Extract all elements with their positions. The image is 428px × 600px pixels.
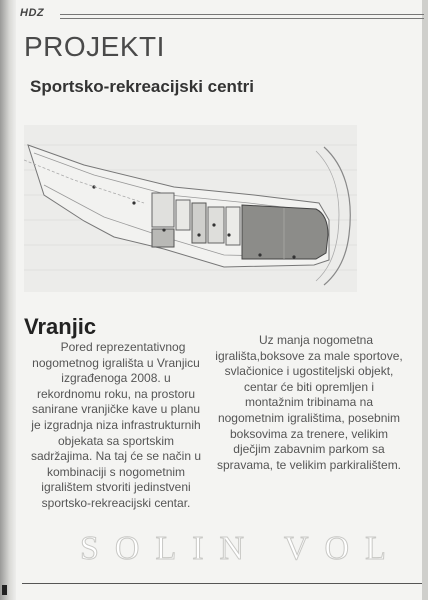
article-column-right <box>214 333 404 473</box>
site-plan-image <box>24 125 357 292</box>
page-right-edge <box>422 0 428 600</box>
section-title: PROJEKTI <box>24 31 165 62</box>
hdz-logo: HDZ <box>20 7 45 19</box>
page-binding-shadow <box>0 0 16 600</box>
footer-rule <box>22 583 422 584</box>
header-rule <box>60 14 424 19</box>
subtitle: Sportsko-rekreacijski centri <box>30 77 254 96</box>
article-heading: Vranjic <box>24 314 97 339</box>
footer-watermark: SOLIN VOL <box>80 530 402 567</box>
site-plan-drawing <box>24 125 357 292</box>
article-column-left <box>30 340 202 512</box>
article-text-right: Uz manja nogometna igrališta,boksove za male sportove, svlačionice i ugostiteljski objekt, centar će biti opremljen i montažnim tribinama na nogometnim igralištima, posebnim boksovima za trenere, velikim dječjim zabavnim parkom sa spravama, te velikim parkiralištem. <box>215 333 403 472</box>
header-bar <box>20 7 424 20</box>
scan-artifact <box>2 585 7 595</box>
article-text-left: Pored reprezentativnog nogometnog igrališta u Vranjicu izgrađenoga 2008. u rekordnomu roku, na prostoru sanirane vranjičke kave u planu je izgradnja niza infrastrukturnih objekata sa sportskim sadržajima. Na taj će se način u kombinaciji s nogometnim igralištem stvoriti jedinstveni sportsko-rekreacijski centar. <box>30 340 202 510</box>
